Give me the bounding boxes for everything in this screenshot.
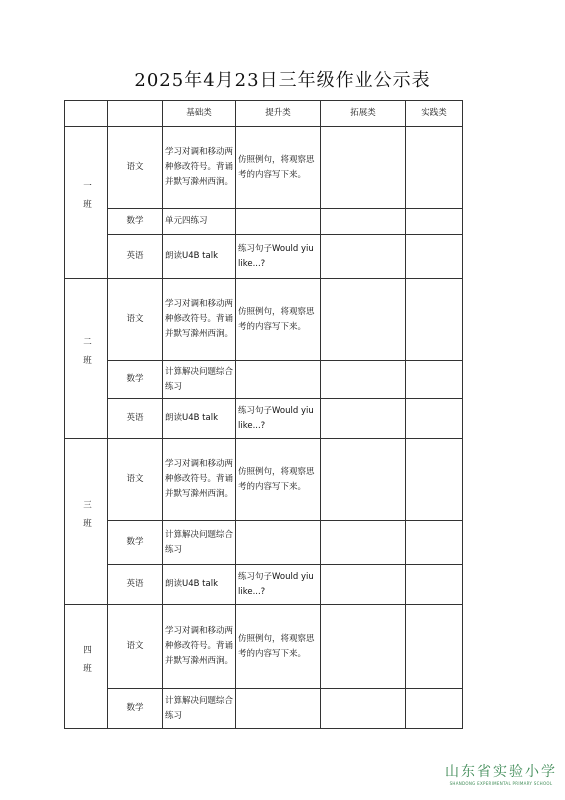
basic-cell: 计算解决问题综合练习 — [163, 361, 236, 399]
class-name: 一班 — [81, 181, 92, 218]
improve-cell: 仿照例句，将观察思考的内容写下来。 — [236, 439, 321, 521]
practice-cell — [406, 127, 463, 209]
practice-cell — [406, 439, 463, 521]
table-row — [65, 439, 463, 521]
basic-cell: 朗读U4B talk — [163, 235, 236, 279]
improve-cell: 练习句子Would yiu like...? — [236, 235, 321, 279]
class-cell — [65, 127, 108, 279]
basic-cell: 学习对调和移动两种修改符号。背诵并默写滁州西涧。 — [163, 439, 236, 521]
extend-cell — [321, 689, 406, 729]
extend-cell — [321, 361, 406, 399]
subject-cell: 英语 — [108, 235, 163, 279]
table-row — [65, 689, 463, 729]
class-name: 四班 — [81, 645, 92, 682]
subject-cell: 英语 — [108, 399, 163, 439]
class-cell — [65, 439, 108, 605]
improve-cell — [236, 521, 321, 565]
table-row — [65, 565, 463, 605]
header-extend: 拓展类 — [321, 101, 406, 127]
improve-cell — [236, 361, 321, 399]
practice-cell — [406, 605, 463, 689]
subject-cell: 英语 — [108, 565, 163, 605]
practice-cell — [406, 689, 463, 729]
table-row — [65, 361, 463, 399]
practice-cell — [406, 279, 463, 361]
table-row — [65, 279, 463, 361]
table-row — [65, 399, 463, 439]
basic-cell: 单元四练习 — [163, 209, 236, 235]
header-basic: 基础类 — [163, 101, 236, 127]
table-row — [65, 209, 463, 235]
corner-cell — [108, 101, 163, 127]
table-row — [65, 605, 463, 689]
basic-cell: 计算解决问题综合练习 — [163, 689, 236, 729]
extend-cell — [321, 279, 406, 361]
page-title: 2025年4月23日三年级作业公示表 — [134, 70, 431, 91]
extend-cell — [321, 565, 406, 605]
subject-cell: 数学 — [108, 209, 163, 235]
practice-cell — [406, 209, 463, 235]
practice-cell — [406, 565, 463, 605]
table-row — [65, 521, 463, 565]
homework-table — [64, 100, 463, 729]
class-name: 二班 — [81, 337, 92, 374]
basic-cell: 计算解决问题综合练习 — [163, 521, 236, 565]
extend-cell — [321, 605, 406, 689]
table-row — [65, 127, 463, 209]
header-row — [65, 101, 463, 127]
extend-cell — [321, 439, 406, 521]
class-cell — [65, 605, 108, 729]
basic-cell: 朗读U4B talk — [163, 565, 236, 605]
improve-cell — [236, 209, 321, 235]
practice-cell — [406, 399, 463, 439]
extend-cell — [321, 399, 406, 439]
subject-cell: 语文 — [108, 439, 163, 521]
header-improve: 提升类 — [236, 101, 321, 127]
logo-cn: 山东省实验小学 — [445, 764, 557, 780]
extend-cell — [321, 127, 406, 209]
basic-cell: 学习对调和移动两种修改符号。背诵并默写滁州西涧。 — [163, 279, 236, 361]
practice-cell — [406, 235, 463, 279]
improve-cell: 练习句子Would yiu like...? — [236, 399, 321, 439]
improve-cell: 仿照例句，将观察思考的内容写下来。 — [236, 127, 321, 209]
basic-cell: 朗读U4B talk — [163, 399, 236, 439]
basic-cell: 学习对调和移动两种修改符号。背诵并默写滁州西涧。 — [163, 127, 236, 209]
practice-cell — [406, 521, 463, 565]
improve-cell: 仿照例句，将观察思考的内容写下来。 — [236, 279, 321, 361]
practice-cell — [406, 361, 463, 399]
corner-cell — [65, 101, 108, 127]
class-name: 三班 — [81, 500, 92, 537]
improve-cell — [236, 689, 321, 729]
improve-cell: 仿照例句，将观察思考的内容写下来。 — [236, 605, 321, 689]
table-row — [65, 235, 463, 279]
class-cell — [65, 279, 108, 439]
subject-cell: 数学 — [108, 521, 163, 565]
school-logo — [445, 761, 557, 786]
subject-cell: 数学 — [108, 361, 163, 399]
extend-cell — [321, 235, 406, 279]
extend-cell — [321, 209, 406, 235]
improve-cell: 练习句子Would yiu like...? — [236, 565, 321, 605]
basic-cell: 学习对调和移动两种修改符号。背诵并默写滁州西涧。 — [163, 605, 236, 689]
logo-en: SHANDONG EXPERIMENTAL PRIMARY SCHOOL — [449, 781, 553, 786]
header-practice: 实践类 — [406, 101, 463, 127]
extend-cell — [321, 521, 406, 565]
subject-cell: 语文 — [108, 127, 163, 209]
subject-cell: 语文 — [108, 605, 163, 689]
subject-cell: 语文 — [108, 279, 163, 361]
subject-cell: 数学 — [108, 689, 163, 729]
